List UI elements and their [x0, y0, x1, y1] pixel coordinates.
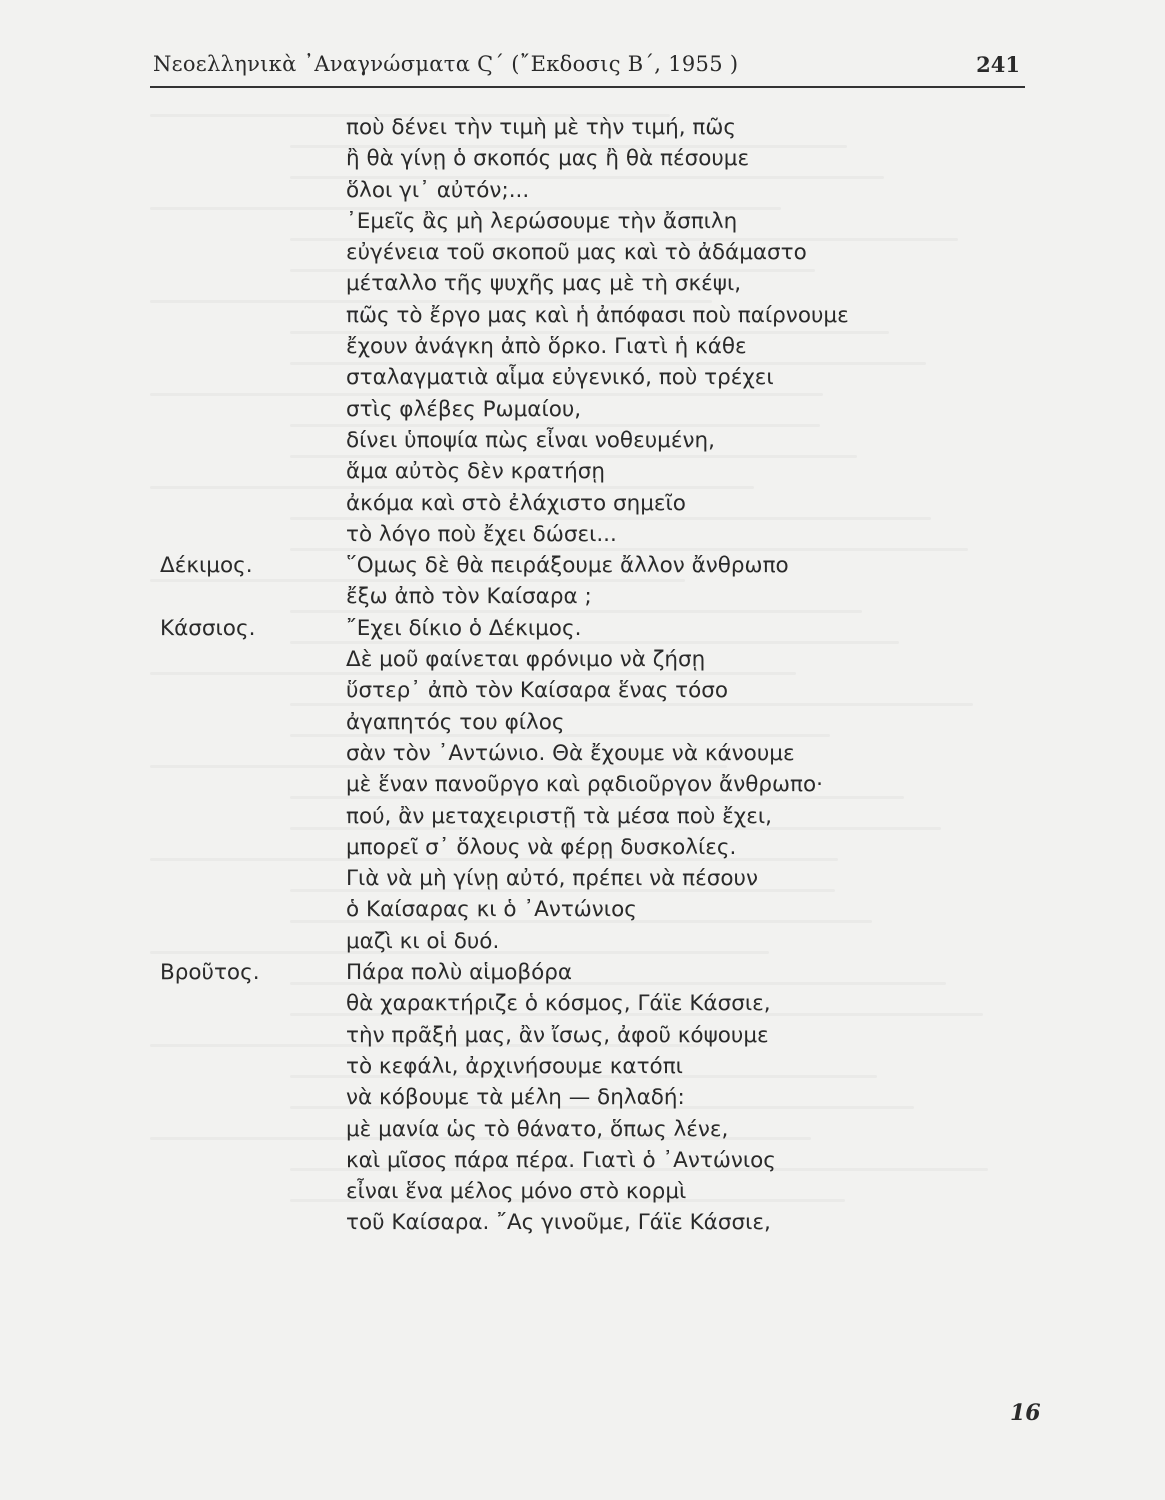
verse-text-line: θὰ χαρακτήριζε ὁ κόσμος, Γάϊε Κάσσιε,: [346, 991, 771, 1017]
verse-line: [0, 581, 1165, 612]
verse-line: [0, 1051, 1165, 1082]
verse-line: [0, 237, 1165, 268]
verse-text-line: ἔχουν ἀνάγκη ἀπὸ ὅρκο. Γιατὶ ἡ κάθε: [346, 334, 747, 360]
verse-line: [0, 112, 1165, 143]
verse-text-line: μπορεῖ σ᾿ ὅλους νὰ φέρῃ δυσκολίες.: [346, 834, 737, 860]
verse-text-line: μὲ ἕναν πανοῦργο καὶ ρᾳδιοῦργον ἄνθρωπο·: [346, 772, 823, 798]
verse-line: [0, 1082, 1165, 1113]
verse-line: [0, 1176, 1165, 1207]
verse-line: [0, 175, 1165, 206]
verse-text-line: πῶς τὸ ἔργο μας καὶ ἡ ἀπόφασι ποὺ παίρνουμε: [346, 302, 849, 328]
verse-line: [0, 675, 1165, 706]
verse-text-line: πού, ἂν μεταχειριστῇ τὰ μέσα ποὺ ἔχει,: [346, 803, 772, 829]
verse-line: [0, 206, 1165, 237]
verse-line: [0, 1145, 1165, 1176]
verse-line: [0, 707, 1165, 738]
speaker-name: Δέκιμος.: [160, 553, 253, 579]
verse-text-line: ἀγαπητός του φίλος: [346, 709, 565, 735]
verse-line: [0, 331, 1165, 362]
verse-line: [0, 1114, 1165, 1145]
verse-line: [0, 394, 1165, 425]
verse-line: [0, 988, 1165, 1019]
verse-text-line: δίνει ὑποψία πὼς εἶναι νοθευμένη,: [346, 427, 715, 453]
verse-text-line: ἀκόμα καὶ στὸ ἐλάχιστο σημεῖο: [346, 490, 686, 516]
speaker-name: Βροῦτος.: [160, 960, 260, 986]
verse-line: [0, 268, 1165, 299]
speaker-name: Κάσσιος.: [160, 615, 256, 641]
verse-line: [0, 644, 1165, 675]
verse-line: [0, 926, 1165, 957]
verse-text-line: ἅμα αὐτὸς δὲν κρατήσῃ: [346, 459, 605, 485]
verse-text-line: ῎Εχει δίκιο ὁ Δέκιμος.: [346, 615, 582, 641]
verse-line: [0, 550, 1165, 581]
verse-line: [0, 769, 1165, 800]
verse-text-line: εἶναι ἕνα μέλος μόνο στὸ κορμὶ: [346, 1179, 687, 1205]
verse-line: [0, 863, 1165, 894]
header-rule: [150, 86, 1025, 88]
verse-text-line: τοῦ Καίσαρα. ῎Ας γινοῦμε, Γάϊε Κάσσιε,: [346, 1210, 771, 1236]
verse-text-line: νὰ κόβουμε τὰ μέλη — δηλαδή:: [346, 1085, 685, 1111]
verse-text-line: εὐγένεια τοῦ σκοποῦ μας καὶ τὸ ἀδάμαστο: [346, 240, 807, 266]
verse-line: [0, 519, 1165, 550]
verse-text-line: μὲ μανία ὡς τὸ θάνατο, ὅπως λένε,: [346, 1116, 729, 1142]
verse-text-line: σὰν τὸν ᾿Αντώνιο. Θὰ ἔχουμε νὰ κάνουμε: [346, 740, 795, 766]
verse-text-line: τὴν πρᾶξἠ μας, ἂν ἴσως, ἀφοῦ κόψουμε: [346, 1022, 769, 1048]
verse-line: [0, 300, 1165, 331]
verse-text-line: ἢ θὰ γίνῃ ὁ σκοπός μας ἢ θὰ πέσουμε: [346, 146, 750, 172]
verse-text-line: ὕστερ᾿ ἀπὸ τὸν Καίσαρα ἕνας τόσο: [346, 678, 729, 704]
page-number: 241: [976, 52, 1020, 77]
running-header: [150, 52, 1020, 86]
verse-text-line: Πάρα πολὺ αἱμοβόρα: [346, 960, 573, 986]
verse-line: [0, 957, 1165, 988]
verse-text-line: καὶ μῖσος πάρα πέρα. Γιατὶ ὁ ᾿Αντώνιος: [346, 1147, 776, 1173]
verse-text-line: τὸ λόγο ποὺ ἔχει δώσει...: [346, 521, 617, 547]
verse-line: [0, 613, 1165, 644]
verse-text-line: τὸ κεφάλι, ἀρχινήσουμε κατόπι: [346, 1053, 683, 1079]
verse-text-line: ῞Ομως δὲ θὰ πειράξουμε ἄλλον ἄνθρωπο: [346, 553, 789, 579]
verse-text-line: Δὲ μοῦ φαίνεται φρόνιμο νὰ ζήσῃ: [346, 647, 706, 673]
verse-line: [0, 1020, 1165, 1051]
signature-mark: 16: [1010, 1400, 1041, 1426]
verse-line: [0, 456, 1165, 487]
verse-text: [0, 112, 1165, 1239]
verse-line: [0, 801, 1165, 832]
verse-line: [0, 488, 1165, 519]
verse-text-line: ᾿Εμεῖς ἂς μὴ λερώσουμε τὴν ἄσπιλη: [346, 208, 738, 234]
verse-text-line: ὁ Καίσαρας κι ὁ ᾿Αντώνιος: [346, 897, 637, 923]
verse-text-line: μέταλλο τῆς ψυχῆς μας μὲ τὴ σκέψι,: [346, 271, 742, 297]
verse-line: [0, 738, 1165, 769]
verse-line: [0, 362, 1165, 393]
verse-line: [0, 425, 1165, 456]
verse-text-line: ποὺ δένει τὴν τιμὴ μὲ τὴν τιμή, πῶς: [346, 115, 736, 140]
verse-line: [0, 832, 1165, 863]
verse-line: [0, 143, 1165, 174]
verse-text-line: Γιὰ νὰ μὴ γίνῃ αὐτό, πρέπει νὰ πέσουν: [346, 866, 758, 892]
verse-line: [0, 894, 1165, 925]
header-title: Νεοελληνικὰ ᾿Αναγνώσματα Ϛ΄ (῎Εκδοσις Β΄, 1955 ): [153, 52, 739, 76]
verse-text-line: σταλαγματιὰ αἷμα εὐγενικό, ποὺ τρέχει: [346, 365, 774, 391]
verse-text-line: ὅλοι γι᾿ αὐτόν;...: [346, 177, 530, 203]
verse-text-line: στὶς φλέβες Ρωμαίου,: [346, 396, 582, 422]
verse-line: [0, 1207, 1165, 1238]
verse-text-line: μαζὶ κι οἱ δυό.: [346, 928, 500, 954]
verse-text-line: ἔξω ἀπὸ τὸν Καίσαρα ;: [346, 584, 592, 610]
